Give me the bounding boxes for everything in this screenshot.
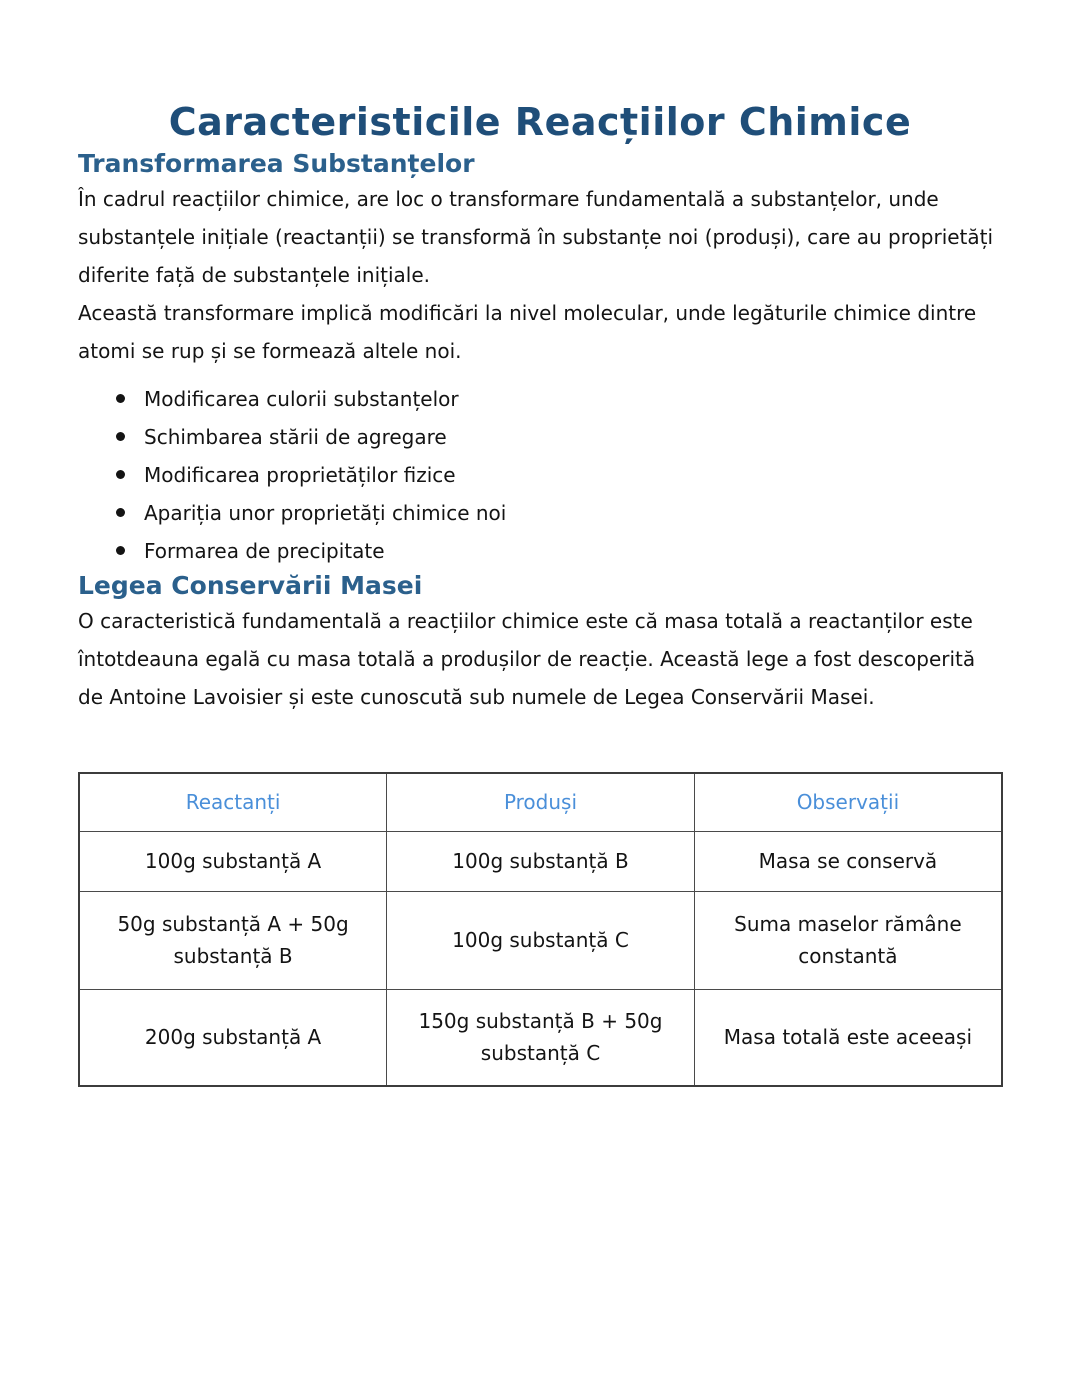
table-cell: 150g substanță B + 50g substanță C — [387, 989, 695, 1086]
table-header-produsi: Produși — [387, 773, 695, 831]
table-cell: 100g substanță C — [387, 891, 695, 989]
table-cell: 200g substanță A — [79, 989, 387, 1086]
list-item-label: Schimbarea stării de agregare — [144, 425, 447, 449]
reaction-signs-list — [78, 380, 1002, 570]
bullet-icon — [116, 508, 125, 517]
list-item — [116, 494, 1002, 532]
table-row — [79, 831, 1002, 891]
list-item — [116, 456, 1002, 494]
list-item-label: Modificarea culorii substanțelor — [144, 387, 459, 411]
table-cell: Masa totală este aceeași — [694, 989, 1002, 1086]
list-item — [116, 380, 1002, 418]
table-cell: 100g substanță B — [387, 831, 695, 891]
bullet-icon — [116, 432, 125, 441]
paragraph-legea-conservarii: O caracteristică fundamentală a reacțiilor chimice este că masa totală a reactanților este întotdeauna egală cu masa totală a produșilor de reacție. Această lege a fost descoperită de Antoine Lavoisier și este cunoscută sub numele de Legea Conservării Masei. — [78, 609, 976, 709]
section-heading-transformarea-substantelor: Transformarea Substanțelor — [78, 149, 475, 178]
table-row — [79, 989, 1002, 1086]
bullet-icon — [116, 394, 125, 403]
table-cell: Masa se conservă — [694, 831, 1002, 891]
section-heading-legea-conservarii-masei: Legea Conservării Masei — [78, 571, 423, 600]
list-item — [116, 532, 1002, 570]
table-cell: 100g substanță A — [79, 831, 387, 891]
bullet-icon — [116, 470, 125, 479]
list-item — [116, 418, 1002, 456]
paragraph-transformare-intro: În cadrul reacțiilor chimice, are loc o transformare fundamentală a substanțelor, unde substanțele inițiale (reactanții) se transformă în substanțe noi (produși), care au proprietăți diferite față de substanțele inițiale. — [78, 187, 994, 287]
list-item-label: Formarea de precipitate — [144, 539, 385, 563]
bullet-icon — [116, 546, 125, 555]
list-item-label: Apariția unor proprietăți chimice noi — [144, 501, 507, 525]
table-header-row — [79, 773, 1002, 831]
table-row — [79, 891, 1002, 989]
table-cell: 50g substanță A + 50g substanță B — [79, 891, 387, 989]
conservation-mass-table — [78, 772, 1003, 1087]
table-header-observatii: Observații — [694, 773, 1002, 831]
list-item-label: Modificarea proprietăților fizice — [144, 463, 456, 487]
paragraph-transformare-moleculara: Această transformare implică modificări la nivel molecular, unde legăturile chimice dintre atomi se rup și se formează altele noi. — [78, 301, 977, 363]
table-cell: Suma maselor rămâne constantă — [694, 891, 1002, 989]
page-title: Caracteristicile Reacțiilor Chimice — [168, 100, 912, 144]
table-header-reactanti: Reactanți — [79, 773, 387, 831]
